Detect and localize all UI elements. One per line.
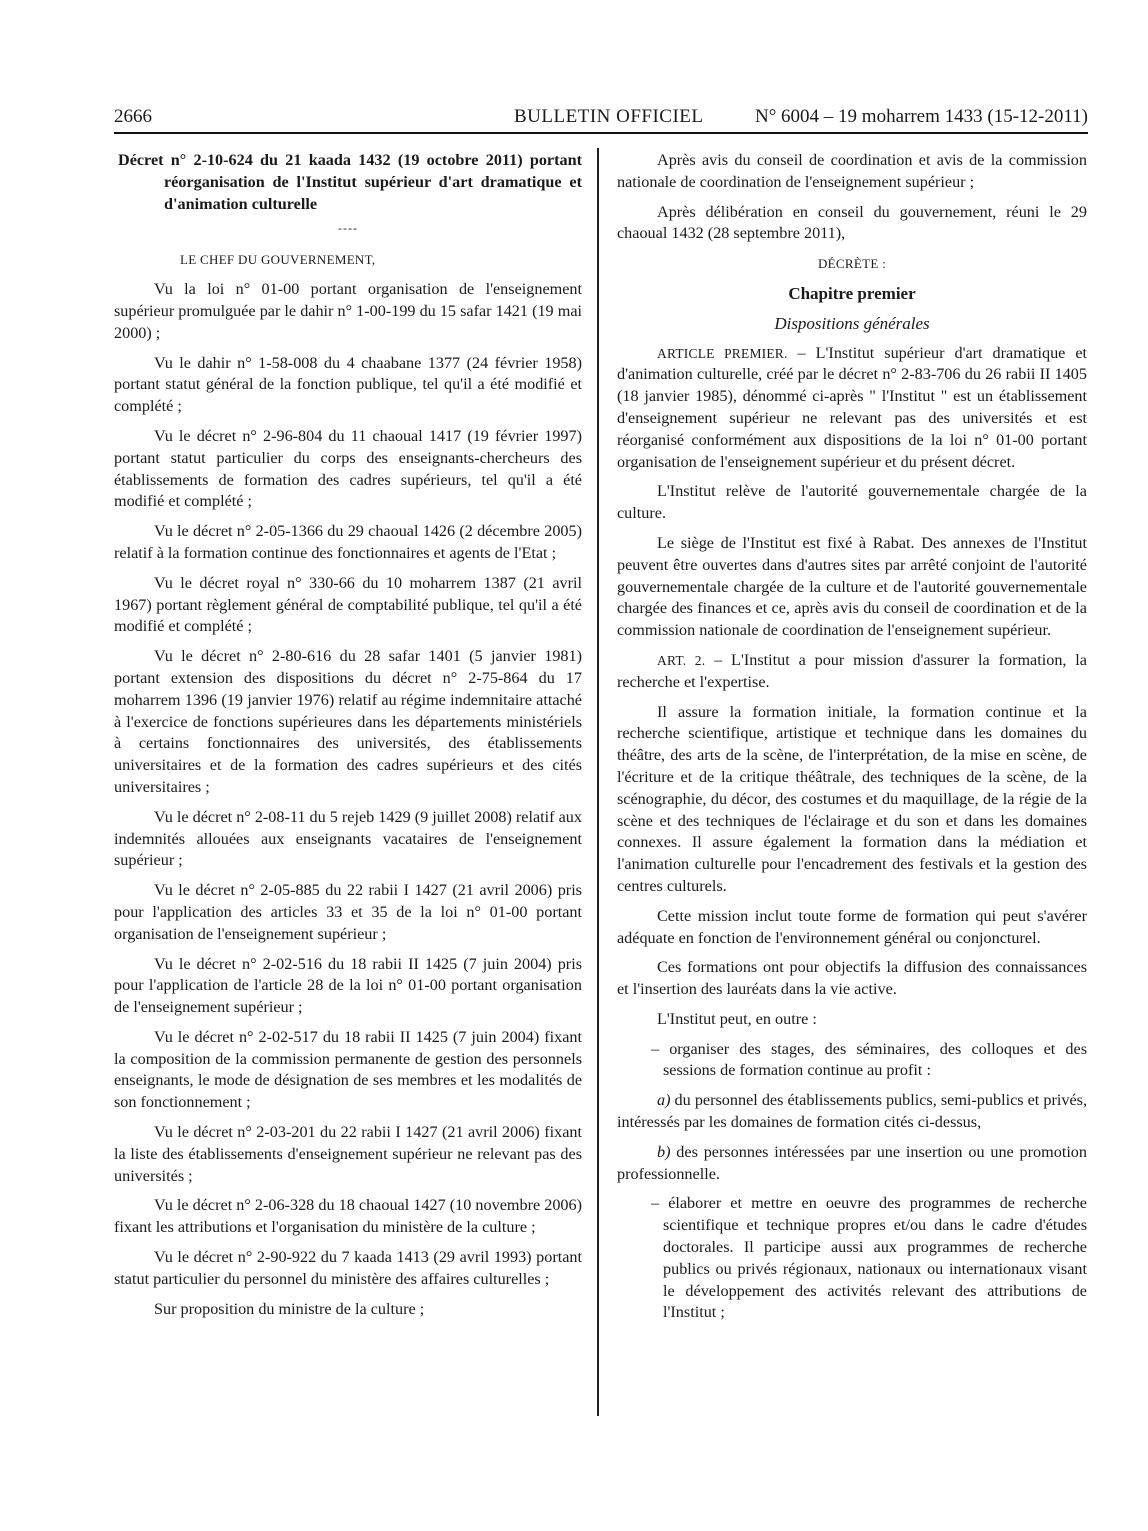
header-rule <box>114 132 1088 134</box>
visa-paragraph: Vu la loi n° 01-00 portant organisation de l'enseignement supérieur promulguée par le dahir n° 1-00-199 du 15 safar 1421 (19 mai 2000) ; <box>114 280 582 342</box>
decree-title: Décret n° 2-10-624 du 21 kaada 1432 (19 octobre 2011) portant réorganisation de l'Institut supérieur d'art dramatique et d'animation culturelle <box>118 151 582 213</box>
list-item: – élaborer et mettre en oeuvre des programmes de recherche scientifique et technique propres et/ou dans le cadre d'études doctorales. Il participe aussi aux programmes de recherche publics ou privés régionaux, nationaux ou internationaux visant le développement des activités relevant des attributions de l'Institut ; <box>651 1194 1087 1322</box>
intro-paragraph: Après avis du conseil de coordination et avis de la commission nationale de coordination de l'enseignement supérieur ; <box>617 151 1087 191</box>
intro-paragraph: Après délibération en conseil du gouvernement, réuni le 29 chaoual 1432 (28 septembre 2011), <box>617 202 1087 243</box>
visa-paragraph: Vu le décret n° 2-80-616 du 28 safar 1401 (5 janvier 1981) portant extension des dispositions du décret n° 2-75-864 du 17 moharrem 1396 (19 janvier 1976) relatif au régime indemnitaire attaché à l'exercice de fonctions supérieures dans les départements ministériels à certains fonctionnaires des universités, des établissements universitaires et de la formation des cadres supérieurs et des cités universitaires ; <box>114 647 582 796</box>
visa-paragraph: Vu le décret n° 2-05-1366 du 29 chaoual 1426 (2 décembre 2005) relatif à la formation continue des fonctionnaires et agents de l'Etat ; <box>114 522 582 562</box>
decrete-heading: DÉCRÈTE : <box>817 256 887 272</box>
article-paragraph: L'Institut relève de l'autorité gouvernementale chargée de la culture. <box>617 482 1087 523</box>
publication-title: BULLETIN OFFICIEL <box>514 106 704 127</box>
visa-paragraph: Vu le décret n° 2-96-804 du 11 chaoual 1417 (19 février 1997) portant statut particulier du corps des enseignants-chercheurs des établissements de formation des cadres supérieurs, tel qu'il a été modifié et complété ; <box>114 426 582 511</box>
visa-paragraph: Vu le décret n° 2-02-516 du 18 rabii II 1425 (7 juin 2004) pris pour l'application de l'article 28 de la loi n° 01-00 portant organisation de l'enseignement supérieur ; <box>114 954 582 1017</box>
article-2-label: ART. 2. <box>657 652 706 668</box>
chapter-heading: Chapitre premier <box>788 283 916 303</box>
sub-item-b-text: des personnes intéressées par une insertion ou une promotion professionnelle. <box>617 1142 1087 1183</box>
sub-item-a-text: du personnel des établissements publics, semi-publics et privés, intéressés par les domaines de formation cités ci-dessus, <box>617 1091 1087 1132</box>
article-paragraph: L'Institut peut, en outre : <box>657 1009 817 1028</box>
separator: ---- <box>338 221 358 236</box>
sub-item-b-label: b) <box>657 1142 671 1161</box>
sub-item-a-label: a) <box>657 1091 671 1110</box>
authority-line: LE CHEF DU GOUVERNEMENT, <box>180 252 376 268</box>
list-item: – organiser des stages, des séminaires, des colloques et des sessions de formation continue au profit : <box>651 1039 1087 1080</box>
visa-paragraph: Vu le décret n° 2-02-517 du 18 rabii II 1425 (7 juin 2004) fixant la composition de la commission permanente de gestion des personnels enseignants, le mode de désignation de ses membres et les modalités de son fonctionnement ; <box>114 1027 582 1112</box>
visa-paragraph: Vu le dahir n° 1-58-008 du 4 chaabane 1377 (24 février 1958) portant statut général de la fonction publique, tel qu'il a été modifié et complété ; <box>114 353 582 416</box>
proposal-paragraph: Sur proposition du ministre de la culture ; <box>154 1299 425 1318</box>
article-2 <box>617 650 1087 694</box>
article-1-label: ARTICLE PREMIER. <box>657 345 788 361</box>
article-paragraph: Ces formations ont pour objectifs la diffusion des connaissances et l'insertion des lauréats dans la vie active. <box>617 958 1087 999</box>
article-paragraph: Il assure la formation initiale, la formation continue et la recherche scientifique, artistique et technique dans les domaines du théâtre, des arts de la scène, de l'interprétation, de la mise en scène, de l'écriture et de la critique théâtrale, des techniques de la scène, de la scénographie, du décor, des costumes et du maquillage, de la régie de la scène et des techniques de l'éclairage et du son et dans les domaines connexes. Il assure également la formation dans la médiation et l'animation culturelle pour l'encadrement des festivals et la gestion des centres culturels. <box>617 702 1087 895</box>
column-divider <box>597 148 599 1416</box>
page-number: 2666 <box>114 106 152 127</box>
visa-paragraph: Vu le décret n° 2-06-328 du 18 chaoual 1427 (10 novembre 2006) fixant les attributions et l'organisation du ministère de la culture ; <box>114 1196 582 1237</box>
visa-paragraph: Vu le décret n° 2-90-922 du 7 kaada 1413 (29 avril 1993) portant statut particulier du personnel du ministère des affaires culturelles ; <box>114 1248 582 1288</box>
page-header <box>114 106 1088 132</box>
article-paragraph: Cette mission inclut toute forme de formation qui peut s'avérer adéquate en fonction de l'environnement général ou conjoncturel. <box>617 906 1087 947</box>
visa-paragraph: Vu le décret n° 2-03-201 du 22 rabii I 1427 (21 avril 2006) fixant la liste des établissements d'enseignement supérieur ne relevant pas des universités ; <box>114 1123 582 1185</box>
visa-paragraph: Vu le décret royal n° 330-66 du 10 moharrem 1387 (21 avril 1967) portant règlement général de comptabilité publique, tel qu'il a été modifié et complété ; <box>114 573 582 636</box>
visa-paragraph: Vu le décret n° 2-08-11 du 5 rejeb 1429 (9 juillet 2008) relatif aux indemnités allouées aux enseignants vacataires de l'enseignement supérieur ; <box>114 807 582 870</box>
article-2-text: – L'Institut a pour mission d'assurer la formation, la recherche et l'expertise. <box>617 650 1087 691</box>
sub-item-a <box>617 1090 1087 1134</box>
issue-number: N° 6004 – 19 moharrem 1433 (15-12-2011) <box>754 106 1088 127</box>
article-paragraph: Le siège de l'Institut est fixé à Rabat. Des annexes de l'Institut peuvent être ouvertes dans d'autres sites par arrêté conjoint de l'autorité gouvernementale chargée de la culture et de l'autorité gouvernementale chargée des finances et ce, après avis du conseil de coordination et de la commission nationale de coordination de l'enseignement supérieur. <box>617 533 1087 640</box>
right-column <box>617 150 1087 1332</box>
chapter-subtitle: Dispositions générales <box>774 313 930 333</box>
article-1 <box>617 343 1087 474</box>
visa-paragraph: Vu le décret n° 2-05-885 du 22 rabii I 1427 (21 avril 2006) pris pour l'application des articles 33 et 35 de la loi n° 01-00 portant organisation de l'enseignement supérieur ; <box>114 881 582 943</box>
left-column <box>114 150 582 1328</box>
article-1-text: – L'Institut supérieur d'art dramatique et d'animation culturelle, créé par le décret n° 2-83-706 du 26 rabii II 1405 (18 janvier 1985), dénommé ci-après " l'Institut " est un établissement d'enseignement supérieur ne relevant pas des universités et est réorganisé conformément aux dispositions de la loi n° 01-00 portant organisation de l'enseignement supérieur et du présent décret. <box>617 343 1088 471</box>
sub-item-b <box>617 1142 1087 1186</box>
